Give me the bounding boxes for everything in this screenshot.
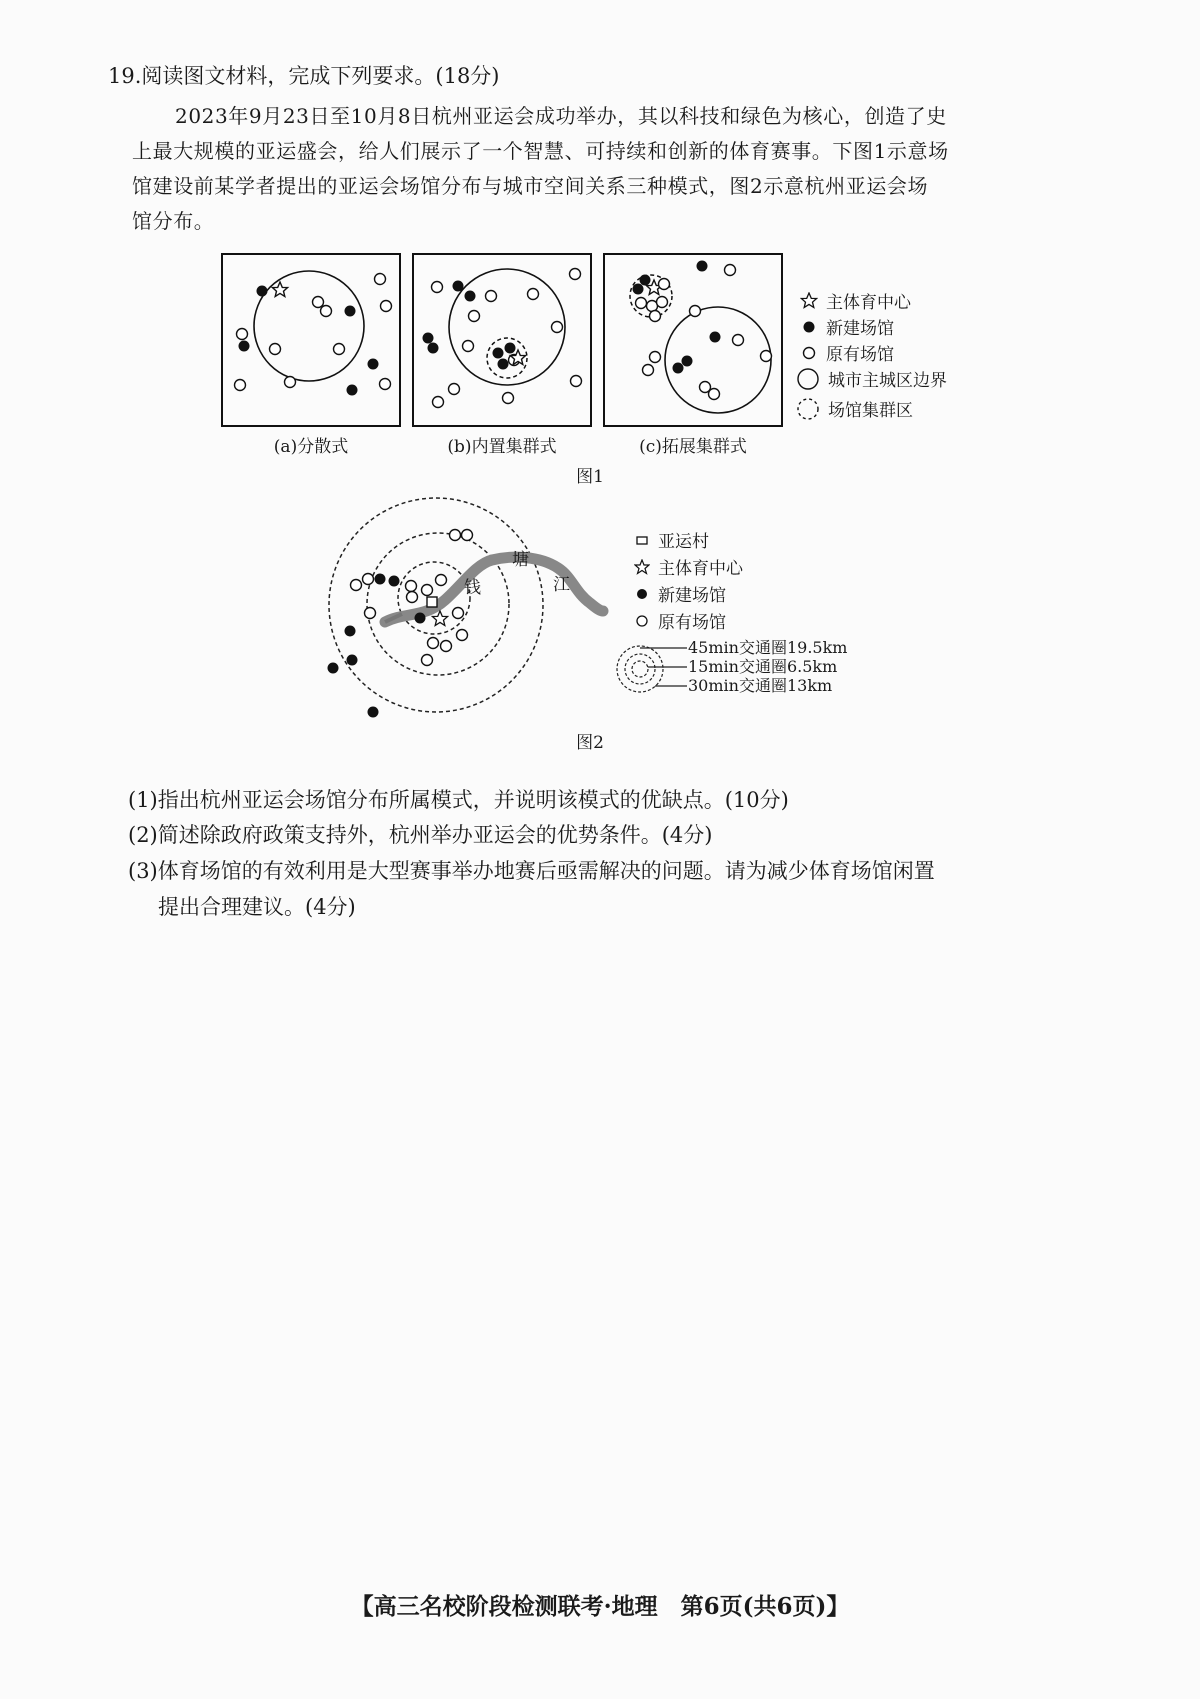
legend2-new — [634, 581, 726, 606]
page-footer: 【高三名校阶段检测联考·地理 第6页(共6页)】 — [350, 1593, 850, 1620]
legend2-star-label: 主体育中心 — [658, 559, 743, 579]
paragraph-line-1: 2023年9月23日至10月8日杭州亚运会成功举办，其以科技和绿色为核心，创造了史 — [175, 104, 947, 128]
panel-c-label: (c)拓展集群式 — [639, 437, 747, 457]
star-icon — [634, 559, 650, 575]
river-label-jiang: 江 — [553, 575, 570, 595]
legend2-existing — [634, 608, 726, 633]
legend1-existing-label: 原有场馆 — [826, 345, 894, 365]
filled-circle-icon — [634, 586, 650, 602]
ring-30-label: 30min交通圈13km — [688, 676, 833, 695]
figure2-caption: 图2 — [576, 733, 604, 753]
legend2-new-label: 新建场馆 — [658, 586, 726, 606]
sub-question-1: (1)指出杭州亚运会场馆分布所属模式，并说明该模式的优缺点。(10分) — [128, 788, 789, 812]
legend1-city-label: 城市主城区边界 — [828, 371, 947, 391]
sub-question-3-cont: 提出合理建议。(4分) — [158, 895, 356, 919]
question-title: 19.阅读图文材料，完成下列要求。(18分) — [108, 64, 500, 88]
square-icon — [634, 532, 650, 548]
river-label-qian: 钱 — [464, 578, 481, 598]
river-label-tang: 塘 — [512, 550, 529, 570]
legend2-existing-label: 原有场馆 — [658, 613, 726, 633]
legend1-star-label: 主体育中心 — [826, 293, 911, 313]
panel-a-label: (a)分散式 — [273, 437, 349, 457]
legend1-new-label: 新建场馆 — [826, 319, 894, 339]
open-circle-icon — [634, 613, 650, 629]
paragraph-line-3: 馆建设前某学者提出的亚运会场馆分布与城市空间关系三种模式，图2示意杭州亚运会场 — [132, 174, 929, 198]
ring-45-label: 45min交通圈19.5km — [688, 638, 848, 657]
paragraph-line-4: 馆分布。 — [132, 209, 215, 233]
figure1-caption: 图1 — [576, 467, 604, 487]
legend1-cluster-label: 场馆集群区 — [828, 401, 913, 421]
panel-b-label: (b)内置集群式 — [447, 437, 557, 457]
legend2-star — [634, 554, 743, 579]
rings-legend-icon — [600, 636, 690, 700]
ring-15-label: 15min交通圈6.5km — [688, 657, 838, 676]
sub-question-2: (2)简述除政府政策支持外，杭州举办亚运会的优势条件。(4分) — [128, 823, 713, 847]
legend2-village-label: 亚运村 — [658, 532, 709, 552]
paragraph-line-2: 上最大规模的亚运盛会，给人们展示了一个智慧、可持续和创新的体育赛事。下图1示意场 — [132, 139, 949, 163]
legend2-village — [634, 527, 709, 552]
sub-question-3: (3)体育场馆的有效利用是大型赛事举办地赛后亟需解决的问题。请为减少体育场馆闲置 — [128, 859, 935, 883]
